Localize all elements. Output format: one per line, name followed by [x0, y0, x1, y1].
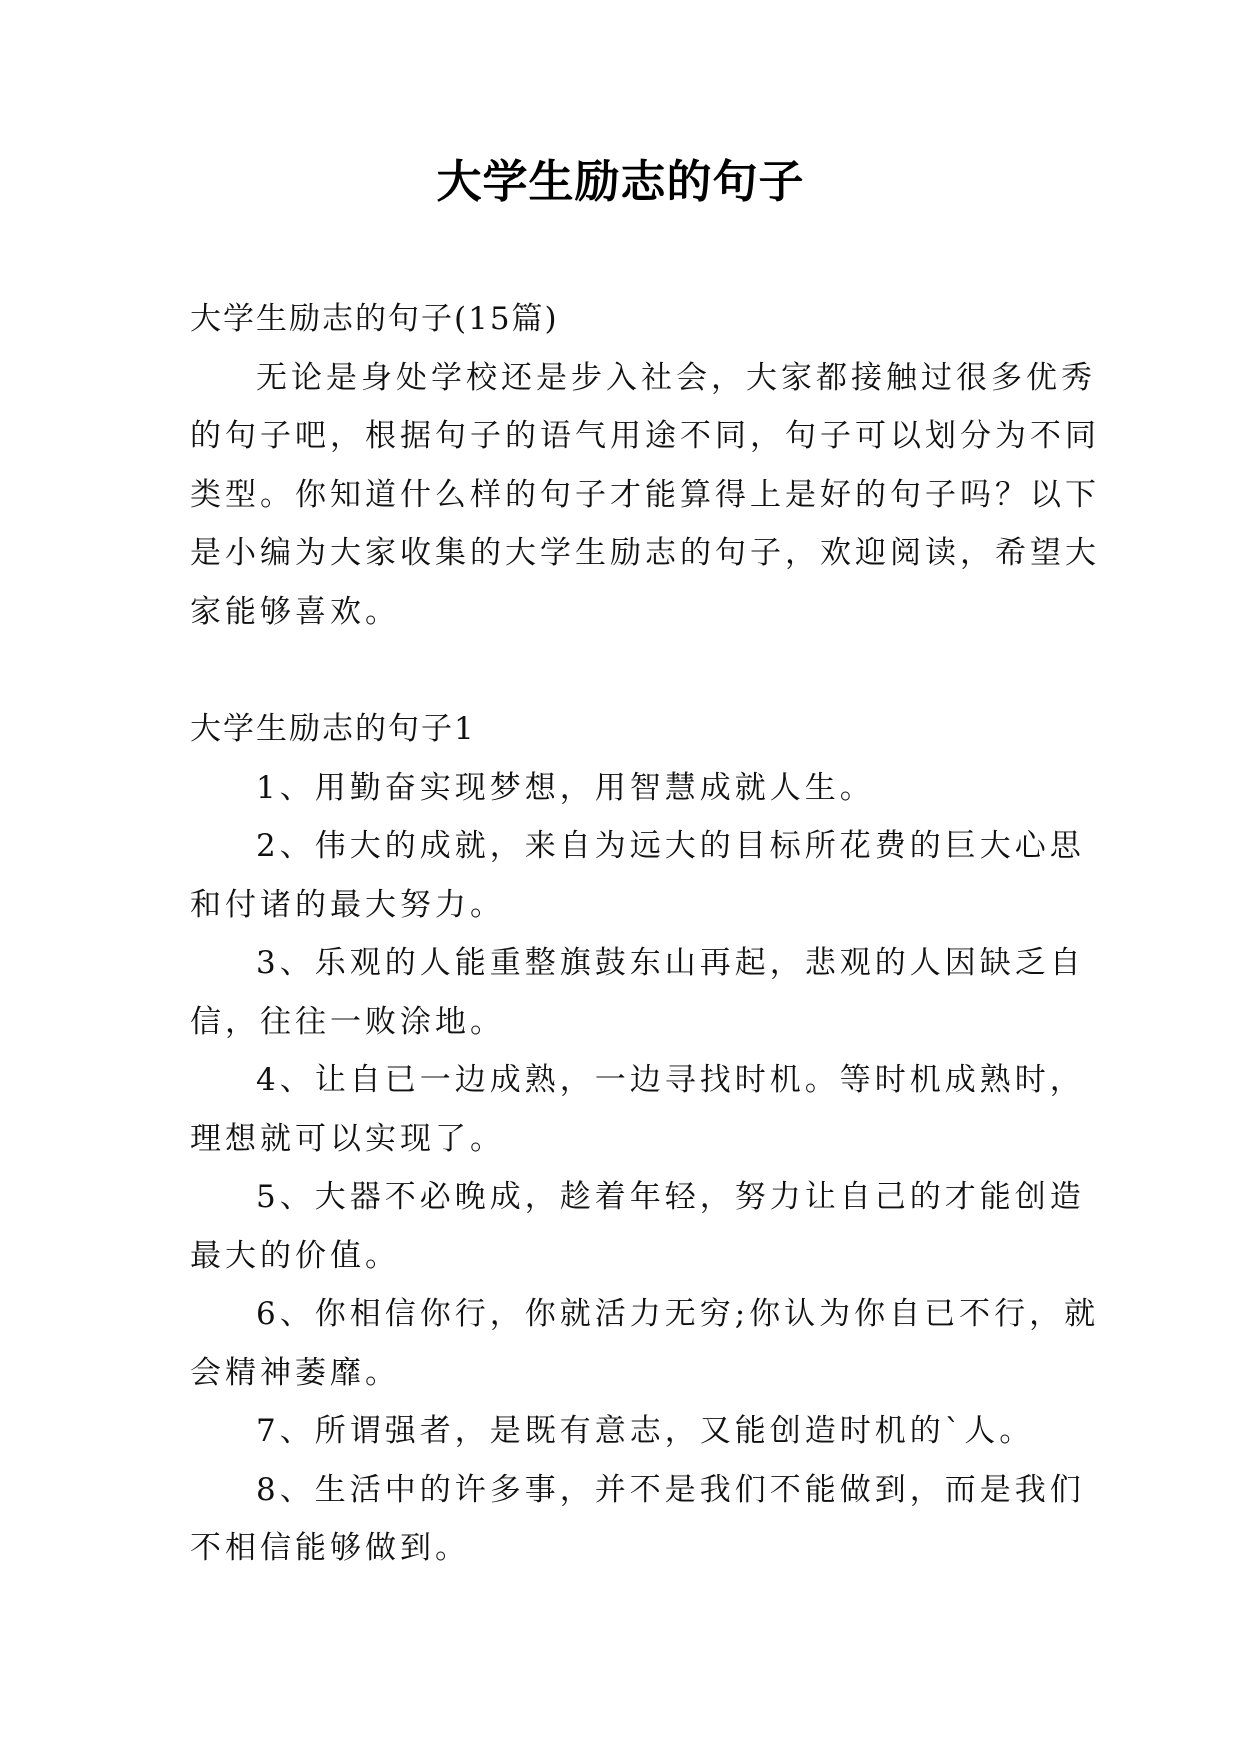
- quote-line: 最大的价值。: [190, 1237, 400, 1274]
- document-body: [190, 290, 1100, 1578]
- quote-item: [190, 934, 1085, 1051]
- quote-line: 5、大器不必晚成，趁着年轻，努力让自己的才能创造: [256, 1179, 1085, 1215]
- intro-paragraph: [190, 349, 1100, 642]
- quote-line: 4、让自已一边成熟，一边寻找时机。等时机成熟时，: [256, 1062, 1085, 1098]
- intro-line: 无论是身处学校还是步入社会，大家都接触过很多优秀: [256, 359, 1096, 396]
- quote-line: 6、你相信你行，你就活力无穷;你认为你自已不行，就: [256, 1296, 1100, 1332]
- quote-line: 3、乐观的人能重整旗鼓东山再起，悲观的人因缺乏自: [256, 945, 1085, 981]
- section-heading: 大学生励志的句子1: [190, 711, 476, 747]
- quote-item: [190, 1285, 1100, 1402]
- quote-line: 理想就可以实现了。: [190, 1120, 505, 1157]
- document-title: 大学生励志的句子: [436, 155, 805, 208]
- quote-item: [190, 1168, 1085, 1285]
- quote-item: [190, 1461, 1085, 1578]
- quote-line: 8、生活中的许多事，并不是我们不能做到，而是我们: [256, 1471, 1085, 1508]
- intro-line: 家能够喜欢。: [190, 593, 400, 630]
- intro-line: 是小编为大家收集的大学生励志的句子，欢迎阅读，希望大: [190, 535, 1100, 571]
- quote-list: [190, 759, 1100, 1578]
- intro-line: 类型。你知道什么样的句子才能算得上是好的句子吗？以下: [190, 476, 1100, 513]
- quote-item: [190, 1051, 1085, 1168]
- quote-line: 不相信能够做到。: [190, 1530, 470, 1566]
- quote-line: 和付诸的最大努力。: [190, 886, 505, 923]
- quote-item: [190, 817, 1085, 934]
- quote-line: 会精神萎靡。: [190, 1354, 400, 1391]
- intro-line: 的句子吧，根据句子的语气用途不同，句子可以划分为不同: [190, 418, 1100, 454]
- quote-line: 1、用勤奋实现梦想，用智慧成就人生。: [256, 769, 875, 806]
- quote-line: 7、所谓强者，是既有意志，又能创造时机的`人。: [256, 1413, 1035, 1449]
- quote-item: [190, 1402, 1062, 1461]
- document-subtitle: 大学生励志的句子(15篇): [190, 301, 559, 337]
- quote-line: 信，往往一败涂地。: [190, 1003, 505, 1040]
- quote-item: [190, 759, 1062, 818]
- quote-line: 2、伟大的成就，来自为远大的目标所花费的巨大心思: [256, 828, 1085, 864]
